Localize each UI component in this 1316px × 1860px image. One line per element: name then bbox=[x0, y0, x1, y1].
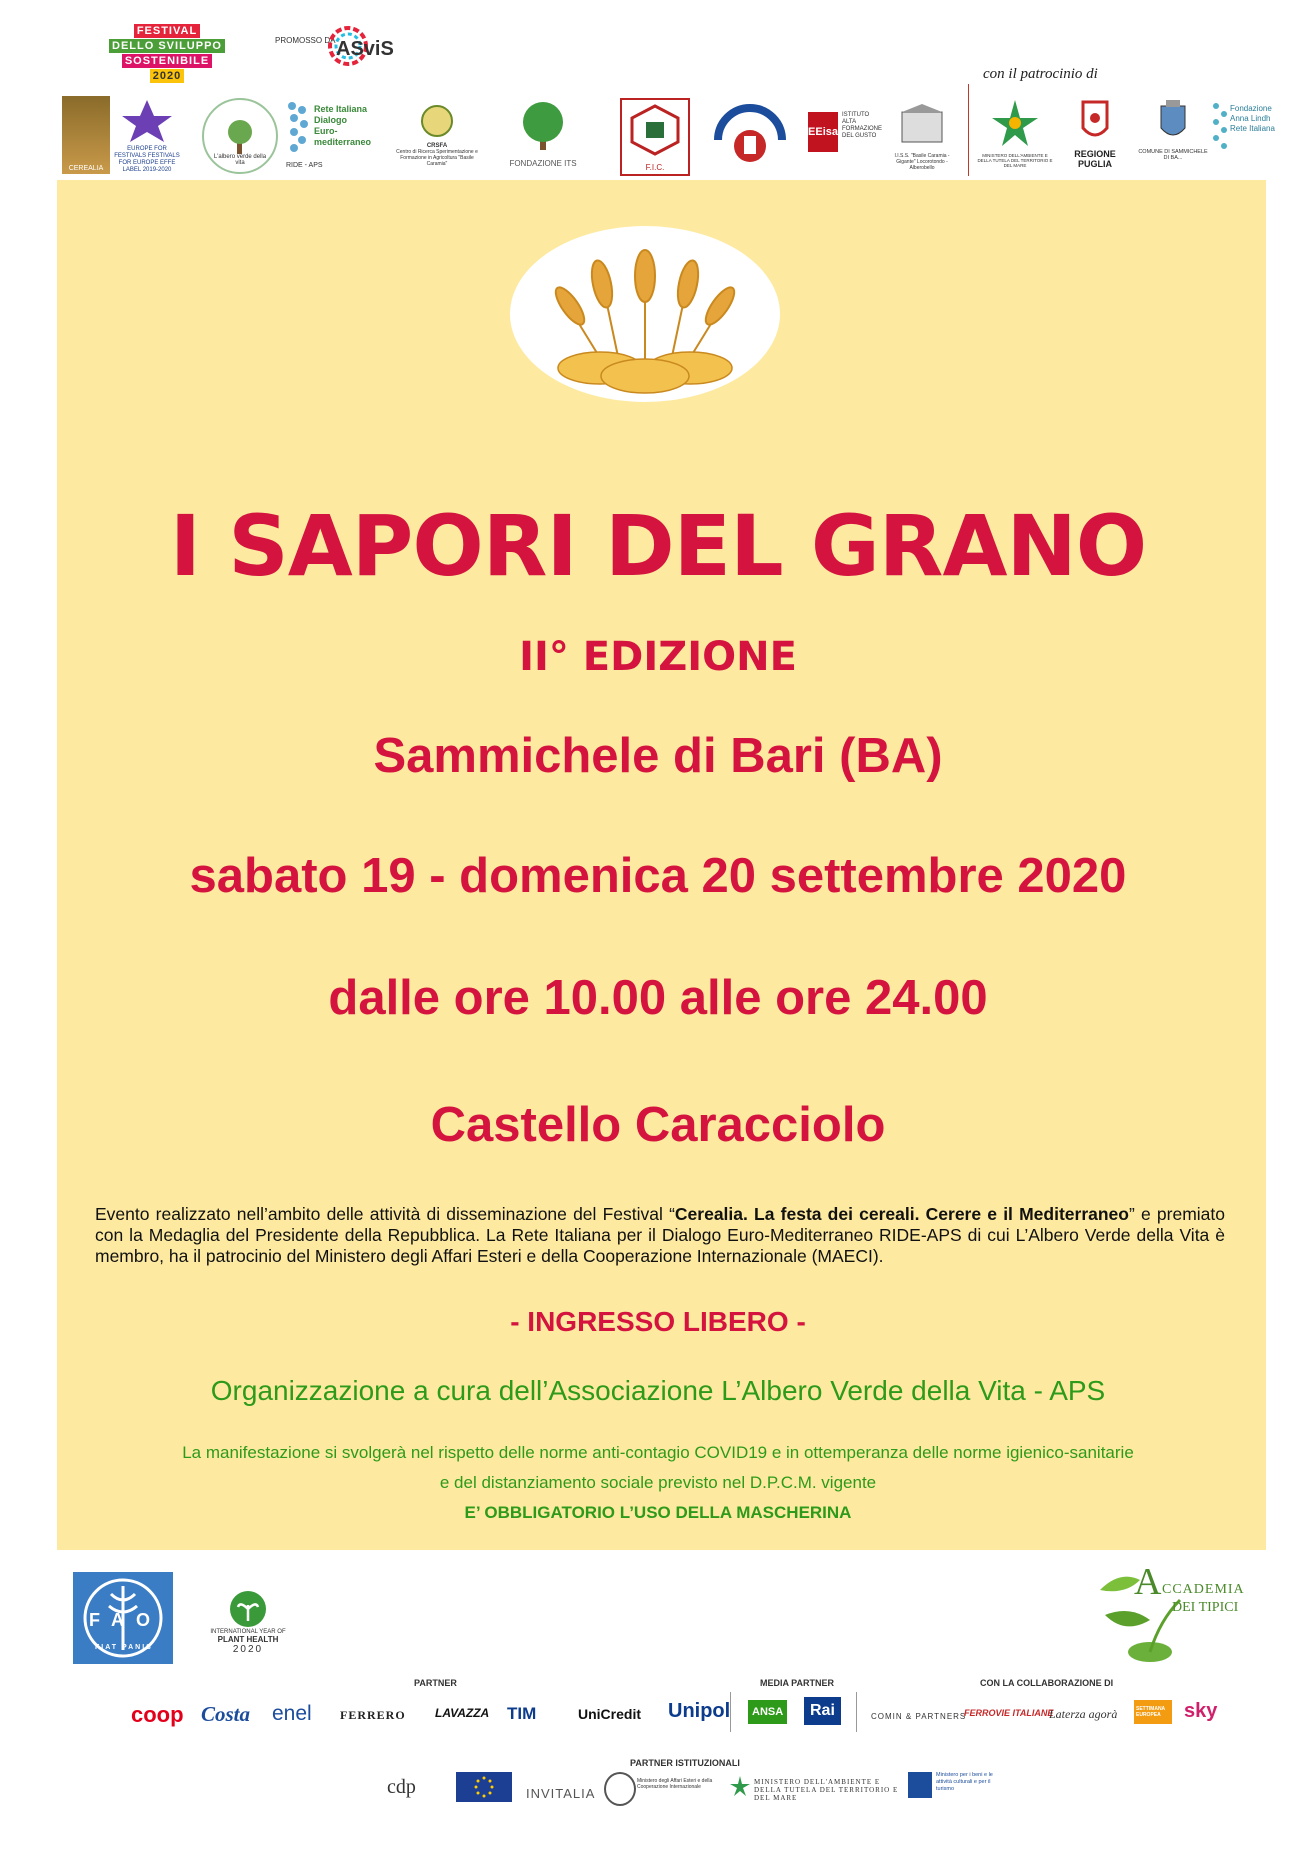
hours-label: dalle ore 10.00 alle ore 24.00 bbox=[328, 971, 988, 1025]
lavazza-logo: LAVAZZA bbox=[435, 1706, 490, 1720]
federazione-cuochi-logo bbox=[708, 100, 792, 172]
accademia-text: CCADEMIA bbox=[1162, 1582, 1245, 1597]
mask-notice: E’ OBBLIGATORIO L’USO DELLA MASCHERINA bbox=[464, 1503, 852, 1522]
coop-logo: coop bbox=[131, 1702, 184, 1727]
partner-istituzionali-label: PARTNER ISTITUZIONALI bbox=[630, 1758, 740, 1768]
fondazione-its-text: FONDAZIONE ITS bbox=[509, 159, 577, 168]
crsfa-subtext: Centro di Ricerca Sperimentazione e Formazione in Agricoltura "Basile Caramia" bbox=[396, 149, 478, 167]
ferrero-logo: FERRERO bbox=[340, 1708, 406, 1722]
wheat-bread-illustration bbox=[510, 226, 780, 402]
ministero-text: MINISTERO DELL'AMBIENTE E DELLA TUTELA DEL TERRITORIO E DEL MARE bbox=[977, 153, 1053, 168]
cerealia-text: CEREALIA bbox=[68, 165, 104, 172]
federazione-cuochi-text bbox=[708, 100, 709, 101]
fao-text: FAO bbox=[89, 1610, 163, 1630]
enel-logo: enel bbox=[272, 1702, 312, 1725]
cerealia-logo bbox=[62, 96, 110, 174]
fic-text: F.I.C. bbox=[645, 163, 665, 172]
cdp-logo: cdp bbox=[387, 1776, 416, 1798]
effe-label-logo bbox=[112, 96, 182, 174]
iiss-text: I.I.S.S. "Basile Caramia - Gigante" Locorotondo - Alberobello bbox=[894, 153, 950, 171]
accademia-dei-tipici-text: DEI TIPICI bbox=[1172, 1600, 1239, 1615]
invitalia-logo: INVITALIA bbox=[526, 1786, 596, 1801]
organizzazione-label: Organizzazione a cura dell’Associazione L’Albero Verde della Vita - APS bbox=[210, 1375, 1106, 1406]
unipol-logo: Unipol bbox=[668, 1700, 731, 1722]
patrocinio-label: con il patrocinio di bbox=[983, 66, 1098, 82]
anna-lindh-logo bbox=[1210, 100, 1284, 158]
fic-logo bbox=[620, 98, 690, 176]
comune-text: COMUNE DI SAMMICHELE DI BA... bbox=[1138, 149, 1208, 161]
effe-text: EUROPE FOR FESTIVALS FESTIVALS FOR EUROPE EFFE LABEL 2019-2020 bbox=[114, 146, 180, 173]
albero-text: L'albero verde della vita bbox=[213, 154, 267, 166]
venue-label: Castello Caracciolo bbox=[430, 1098, 886, 1152]
eu-flag-logo bbox=[456, 1772, 512, 1802]
iiss-caramia-logo bbox=[890, 104, 954, 170]
comin-partners-logo: COMIN & PARTNERS bbox=[871, 1712, 967, 1721]
description-part1: Evento realizzato nell’ambito delle attività di disseminazione del Festival “ bbox=[95, 1204, 675, 1224]
ride-aps-logo bbox=[286, 100, 370, 170]
albero-verde-logo bbox=[202, 98, 278, 174]
partner-divider bbox=[730, 1692, 731, 1732]
media-partner-section-label: MEDIA PARTNER bbox=[760, 1678, 834, 1688]
ministero-ambiente-logo bbox=[976, 98, 1054, 170]
fao-logo bbox=[73, 1572, 173, 1664]
collaborazione-section-label: CON LA COLLABORAZIONE DI bbox=[980, 1678, 1114, 1688]
description-part2: ” e premiato con la Medaglia del Presidente della Repubblica. La Rete Italiana per il Dialogo Euro-Mediterraneo RIDE-APS di cui L’Albero Verde della Vita è membro, ha il patrocinio del Ministero degli Affari Esteri e della Cooperazione Internazionale (MAECI). bbox=[95, 1204, 1225, 1266]
eelsa-logo: EEisa bbox=[808, 112, 838, 152]
settimana-europea-logo: SETTIMANA EUROPEA bbox=[1134, 1700, 1172, 1724]
covid-notice-line1: La manifestazione si svolgerà nel rispetto delle norme anti-contagio COVID19 e in ottemperanza delle norme igienico-sanitarie bbox=[182, 1443, 1134, 1462]
ride-aps-text: RIDE - APS bbox=[286, 162, 323, 169]
ride-text: Rete Italiana Dialogo Euro-mediterraneo bbox=[314, 104, 372, 147]
asvis-logo bbox=[326, 22, 394, 74]
mibact-emblem bbox=[908, 1772, 932, 1798]
plant-health-logo bbox=[208, 1572, 288, 1672]
covid-notice-line2: e del distanziamento sociale previsto nel D.P.C.M. vigente bbox=[439, 1473, 877, 1492]
laterza-logo: Laterza agorà bbox=[1049, 1707, 1118, 1721]
ansa-logo: ANSA bbox=[748, 1700, 787, 1724]
crsfa-logo bbox=[392, 104, 482, 172]
patrocinio-divider bbox=[968, 84, 969, 176]
fondazione-its-logo bbox=[500, 98, 586, 172]
description-festival-name: Cerealia. La festa dei cereali. Cerere e il Mediterraneo bbox=[674, 1204, 1129, 1224]
rai-logo: Rai bbox=[804, 1697, 841, 1725]
regione-puglia-logo bbox=[1058, 100, 1132, 170]
tim-logo: TIM bbox=[507, 1704, 537, 1723]
edition-label: II° EDIZIONE bbox=[519, 634, 797, 680]
plant-health-year: 2020 bbox=[232, 1644, 264, 1655]
asvis-text: ASviS bbox=[336, 38, 394, 60]
istituto-alberghiero-logo: ISTITUTO ALTA FORMAZIONE DEL GUSTO bbox=[842, 112, 882, 139]
unicredit-logo: UniCredit bbox=[578, 1706, 641, 1722]
event-description bbox=[95, 1204, 1225, 1267]
sky-logo: sky bbox=[1184, 1700, 1218, 1722]
ferrovie-logo: FERROVIE ITALIANE bbox=[964, 1708, 1054, 1718]
festival-line3: SOSTENIBILE bbox=[122, 54, 212, 68]
costa-logo: Costa bbox=[201, 1702, 251, 1726]
location-label: Sammichele di Bari (BA) bbox=[373, 729, 943, 783]
plant-health-line1: INTERNATIONAL YEAR OF bbox=[210, 1629, 286, 1635]
comune-sammichele-logo bbox=[1138, 100, 1208, 170]
accademia-dei-tipici-logo bbox=[1080, 1560, 1250, 1670]
media-divider bbox=[856, 1692, 857, 1732]
festival-line1: FESTIVAL bbox=[134, 24, 200, 38]
fao-motto: FIAT PANIS bbox=[95, 1644, 153, 1651]
ingresso-libero: - INGRESSO LIBERO - bbox=[510, 1306, 806, 1337]
mibact-logo: Ministero per i beni e le attività culturali e per il turismo bbox=[936, 1772, 993, 1792]
accademia-initial: A bbox=[1134, 1561, 1162, 1603]
partner-section-label: PARTNER bbox=[414, 1678, 457, 1688]
regione-text: REGIONE PUGLIA bbox=[1074, 149, 1116, 169]
anna-lindh-text: Fondazione Anna Lindh Rete Italiana bbox=[1230, 104, 1275, 133]
festival-line4: 2020 bbox=[150, 69, 184, 83]
repubblica-emblem bbox=[604, 1772, 636, 1806]
ministero-ambiente-star-icon bbox=[730, 1776, 750, 1796]
plant-health-line2: PLANT HEALTH bbox=[217, 1635, 279, 1644]
ministero-esteri-logo: Ministero degli Affari Esteri e della Cooperazione Internazionale bbox=[637, 1778, 713, 1790]
event-title: I SAPORI DEL GRANO bbox=[169, 497, 1147, 595]
festival-sviluppo-sostenibile-logo bbox=[67, 22, 267, 84]
promosso-da-label: PROMOSSO DA bbox=[275, 36, 336, 45]
festival-line2: DELLO SVILUPPO bbox=[109, 39, 225, 53]
dates-label: sabato 19 - domenica 20 settembre 2020 bbox=[189, 849, 1127, 903]
crsfa-text: CRSFA bbox=[426, 143, 448, 149]
ministero-ambiente-footer-logo: MINISTERO DELL'AMBIENTE E DELLA TUTELA DEL TERRITORIO E DEL MARE bbox=[754, 1778, 899, 1802]
